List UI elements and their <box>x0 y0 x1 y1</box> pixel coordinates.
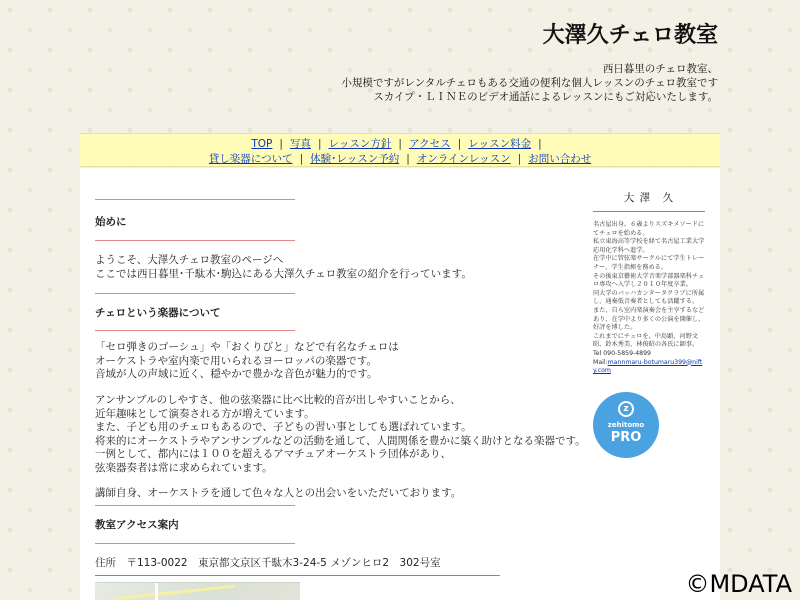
cello-line: 将来的にオーケストラやアンサンブルなどの活動を通して、人間関係を豊かに築く助けとなる楽器です。 <box>95 434 586 447</box>
nav-link-lesson-policy[interactable]: レッスン方針 <box>328 138 392 150</box>
section-divider <box>95 199 295 200</box>
nav-link-trial-booking[interactable]: 体験･レッスン予約 <box>310 153 400 165</box>
intro-line: ようこそ、大澤久チェロ教室のページへ <box>95 254 284 266</box>
nav-separator: | <box>517 153 522 165</box>
badge-pro-label: PRO <box>610 430 642 445</box>
cello-line: また、子ども用のチェロもあるので、子どもの習い事としても選ばれています。 <box>95 421 472 433</box>
intro-line: ここでは西日暮里･千駄木･駒込にある大澤久チェロ教室の紹介を行っています。 <box>95 267 472 280</box>
cello-text-2 <box>95 394 586 475</box>
bio-line: 私立東海高等学校を経て名古屋工業大学応用化学科へ進学。 <box>593 238 705 254</box>
mail-label: Mail: <box>593 358 608 366</box>
mail-line <box>593 359 705 376</box>
map-road <box>115 585 235 600</box>
cello-text-3: 講師自身、オーケストラを通して色々な人との出会いをいただいております。 <box>95 487 462 499</box>
bio-line: これまでにチェロを、中島顕、河野文昭、鈴木秀美、林俊昭の各氏に師事。 <box>593 332 699 349</box>
cello-heading: チェロという楽器について <box>95 307 221 319</box>
nav-link-fees[interactable]: レッスン料金 <box>468 138 532 150</box>
cello-line: 一例として、都内には１００を超えるアマチュアオーケストラ団体があり、 <box>95 448 451 460</box>
nav-link-rental[interactable]: 貸し楽器について <box>208 153 293 165</box>
section-divider <box>95 293 295 294</box>
nav-separator: | <box>457 138 462 150</box>
nav-separator: | <box>279 138 283 150</box>
access-heading: 教室アクセス案内 <box>95 519 179 531</box>
section-divider <box>95 330 295 331</box>
teacher-name: 大 澤 久 <box>623 192 675 204</box>
access-map[interactable] <box>95 582 300 600</box>
cello-line: オーケストラや室内楽で用いられるヨーロッパの楽器です。 <box>95 354 378 367</box>
map-road <box>155 583 158 600</box>
tagline-line: スカイプ・ＬＩＮＥのビデオ通話によるレッスンにもご対応いたします。 <box>373 91 718 103</box>
site-tagline <box>218 62 718 104</box>
profile-divider <box>593 211 705 212</box>
content-area <box>80 168 720 600</box>
cello-text-1 <box>95 341 399 382</box>
nav-link-top[interactable]: TOP <box>251 138 273 150</box>
nav-separator: | <box>398 138 402 150</box>
bio-line: 在学中に管弦楽サークルにて学生トレーナー、学生指揮を務める。 <box>593 255 705 271</box>
section-divider <box>95 505 295 506</box>
cello-line: 「セロ弾きのゴーシュ」や「おくりびと」などで有名なチェロは <box>95 341 399 353</box>
nav-link-online-lesson[interactable]: オンラインレッスン <box>416 153 511 165</box>
bio-line: また、自ら室内楽演奏会を主宰するなどあり、在学中より多くの公演を開催し、好評を博した。 <box>593 306 705 332</box>
access-address: 住所 〒113-0022 東京都文京区千駄木3-24-5 メゾンヒロ2 302号室 <box>95 557 500 576</box>
main-nav <box>80 133 720 167</box>
badge-brand: zehitomo <box>607 421 645 429</box>
cello-line: 近年趣味として演奏される方が増えています。 <box>95 407 315 420</box>
section-divider <box>95 240 295 241</box>
nav-row-2 <box>80 152 720 167</box>
nav-separator: | <box>299 153 304 165</box>
bio-line: 同大学のバッハカンタータクラブに所属し、通奏低音奏者としても活躍する。 <box>593 289 705 306</box>
site-title: 大澤久チェロ教室 <box>542 23 718 48</box>
bio-line: 名古屋出身。６歳よりスズキメソードにてチェロを始める。 <box>593 221 705 237</box>
intro-heading: 始めに <box>95 216 127 228</box>
mail-link[interactable]: mannmaru-botumaru399@nifty.com <box>593 358 703 375</box>
site-header <box>0 0 800 130</box>
cello-line: アンサンブルのしやすさ、他の弦楽器に比べ比較的音が出しやすいことから、 <box>95 394 461 406</box>
bio-line: Tel 090-5859-4899 <box>593 349 651 357</box>
bio-line: その後東京藝術大学音楽学部器楽科チェロ専攻へ入学し２０１０年度卒業。 <box>593 272 705 289</box>
tagline-line: 西日暮里のチェロ教室、 <box>602 63 718 75</box>
nav-link-contact[interactable]: お問い合わせ <box>528 153 592 165</box>
copyright-watermark: ©MDATA <box>685 570 792 598</box>
nav-separator: | <box>317 138 322 150</box>
cello-line: 音域が人の声域に近く、穏やかで豊かな音色が魅力的です。 <box>95 368 378 380</box>
nav-row-1 <box>80 137 720 152</box>
tagline-line: 小規模ですがレンタルチェロもある交通の便利な個人レッスンのチェロ教室です <box>341 77 718 89</box>
section-divider <box>95 543 295 544</box>
nav-link-access[interactable]: アクセス <box>408 138 451 150</box>
zehitomo-pro-badge[interactable] <box>593 392 659 458</box>
teacher-profile <box>593 190 705 376</box>
intro-text <box>95 254 472 281</box>
nav-separator: | <box>538 138 542 150</box>
nav-separator: | <box>406 153 410 165</box>
zehitomo-logo-icon: z <box>618 401 634 417</box>
nav-link-photos[interactable]: 写真 <box>289 138 311 150</box>
teacher-bio <box>593 221 705 376</box>
cello-line: 弦楽器奏者は常に求められています。 <box>95 461 273 474</box>
